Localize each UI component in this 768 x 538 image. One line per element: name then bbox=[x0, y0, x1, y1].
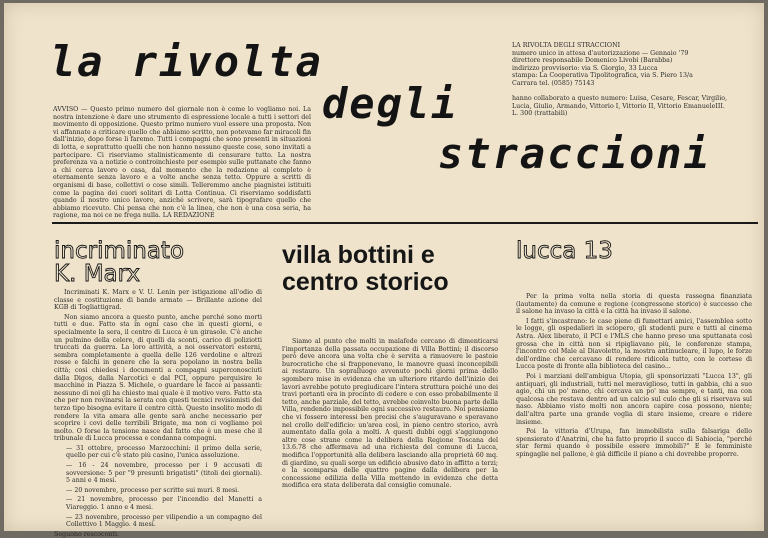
article-2-body bbox=[282, 338, 498, 531]
list-item: — 31 ottobre, processo Marzocchini: il primo della serie, quello per cui c'è stato più casino, l'unica assoluzione. bbox=[66, 444, 262, 460]
list-item: — 16 - 24 novembre, processo per i 9 accusati di sovversione: 5 per "9 presunti brigatisti" (titoli dei giornali). 5 anni e 4 mesi. bbox=[66, 462, 262, 485]
colophon-line: numero unico in attesa d'autorizzazione — Gennaio '79 bbox=[512, 49, 689, 57]
article-3-paragraph: I fatti s'incastrano: le case piene di fumettari amici, l'assemblea sotto le logge, gli ospedalieri in sciopero, gli studenti pure e tutti al cinema Astra. Alex liberato, il PCI e l'MLS che hanno preso una sputtanata così grossa che in città non si ripigliavano più, le conferenze stampa, l'incontro col Male al Diavoletto, la mostra antinucleare, il lupo, le forze dell'ordine che cercavano di rendere ridicola tutto, con le cortese di Lucca poste di fronte alla biblioteca del casino... bbox=[516, 317, 752, 371]
colophon-line: L. 300 (trattabili) bbox=[512, 110, 568, 118]
editorial-notice: AVVISO — Questo primo numero del giornale non è come lo vogliamo noi. La nostra intenzione è dare uno strumento di espressione locale a tutti i settori del movimento di opposizione. Questo primo numero vuol essere una proposta. Non vi affannate a criticare quello che abbiamo scritto, non potevamo far miracoli fin dall'inizio, dopo forse li faremo. Tutti i compagni che sono presenti in situazioni di lotta, e soprattutto quelli che non hanno nessuno queste cose, sono invitati a partecipare. Ci riserviamo stalinisticamente di censurare tutto. La nostra preferenza va a notizie o controinchieste per esempio sulle puttanate che fanno a chi cerca lavoro o casa, dal momento che la redazione al completo è eternamente senza lavoro e a volte anche senza tetto. Oppure a scritti di organismi di base, collettivi o cose simili. Telleremmo anche piagnistei istituiti come la pagina dei cuori solitari di Lotta Continua. Ci riserviamo soddisfatti quando il nostro unico lavoro, anziché scrivere, sarà tipografare quello che abbiamo ricevuto. Chi pensa che non c'è la linea, che non è una cosa seria, ha ragione, ma noi ce ne frega nulla. LA REDAZIONE bbox=[53, 106, 311, 220]
article-1-footer: Seguono rescoconti. bbox=[54, 530, 119, 538]
colophon-line: indirizzo provvisorio: via S. Giorgio, 33 Lucca bbox=[512, 64, 658, 72]
colophon-line: hanno collaborato a questo numero: Luisa, Cesare, Fescar, Virgilio, bbox=[512, 95, 727, 103]
colophon-line: LA RIVOLTA DEGLI STRACCIONI bbox=[512, 42, 621, 49]
article-3-paragraph: Poi la vittoria d'Urupa, fan immobilista sulla falsariga dello spensierato d'Anatrini, che ha fatto proprio il succo di Sabiocia, "perché star fermi quando è possibile essere immobili?" E le femministe spingaglie nel pallone, è già difficile il piano a chi dovrebbe proporre. bbox=[516, 428, 752, 458]
colophon-line: stampa: La Cooperativa Tipolitografica, via S. Piero 13/a bbox=[512, 72, 693, 80]
article-1-title-line-1: incriminato bbox=[54, 238, 185, 264]
list-item: — 21 novembre, processo per l'incendio del Manetti a Viareggio. 1 anno e 4 mesi. bbox=[66, 496, 262, 512]
colophon-line: Lucia, Giulio, Armando, Vittorio I, Vittorio II, Vittorio EmanueleIII. bbox=[512, 102, 725, 110]
masthead-line-2: degli bbox=[322, 79, 459, 128]
colophon bbox=[512, 42, 758, 118]
article-3-body bbox=[516, 293, 752, 531]
colophon-line bbox=[512, 88, 758, 96]
article-1-text: Non siamo ancora a questo punto, anche perché sono morti tutti e due. Fatto sta in ogni caso che in questi giorni, e specialmente la sera, il centro di Lucca è un girasole. C'è anche un pulmino della celere, di quelli da sconti, carico di poliziotti truccati da guerra. La loro attività, a noi osservatori esterni, sembra completamente a quella delle 126 verdoline e altrezi rosse e falchi in genere che la sera popolano in nostra bella città; così chiedesi i documenti a compagni superconosciuti dalla Digos, dalla Narcotici e dal PCI, oppure perquisire le macchine in Piazza S. Michele, o guardare le facce ai passanti: nessuno di noi gli ha chiesto mai quale è il motivo vero. Fatto sta che per non rovinarsi la serata con questi tecnici revisionisti del terzo tipo bisogna evitare il centro città. Questo insolito modo di rendere la vita amara alle gente sarà anche necessario per scoprire i covi delle terribili Brigate, ma non ci vogliamo poi molto. O forse la tensione nasce dal fatto che è un mese che il tribunale di Lucca processa e condanna compagni. bbox=[54, 313, 262, 443]
colophon-line: Carrara tel. (0585) 75143 bbox=[512, 79, 595, 87]
masthead-line-3: straccioni bbox=[438, 129, 711, 178]
article-3-paragraph: Poi i marziani dell'ambigua Utopia, gli sponsorizzati "Lucca 13", gli antiquari, gli industriali, tutti nel meraviglioso, tutti in gabbia, chi a suo agio, chi un po' meno, chi cercava un po' ma sempre, e tanti, ma con qualcosa che restava dentro ad un calcio sul culo che gli si riservava sul naso. Abbiamo visto molti non ancora capire cosa possono, niente; dall'altra parte una grande voglia di stare insieme, creare e ridere insieme. bbox=[516, 372, 752, 426]
masthead-line-1: la rivolta bbox=[50, 37, 323, 86]
list-item: — 20 novembre, processo per scritte sui muri. 8 mesi. bbox=[66, 486, 240, 494]
article-3-paragraph: Per la prima volta nella storia di questa rassegna finanziata (lautamente) da comune e regione (congressone storico) è successo che il salone ha invaso la città e la città ha invaso il salone. bbox=[516, 293, 752, 316]
article-1-title-line-2: K. Marx bbox=[54, 261, 141, 287]
list-item: — 23 novembre, processo per vilipendio a un compagno del Collettivo 1 Maggio. 4 mesi. bbox=[66, 513, 262, 529]
header-divider bbox=[52, 222, 758, 224]
newspaper-page bbox=[4, 3, 764, 538]
colophon-line: direttore responsabile Domenico Livobi (Barabba) bbox=[512, 57, 673, 65]
article-2-title: villa bottini e centro storico bbox=[282, 241, 449, 296]
article-2-text: Siamo al punto che molti in malafede cercano di dimenticarsi l'importanza della passata occupazione di Villa Bottini; il discorso però deve ancora una volta che è servita a rimuovere le pastoie burocratiche che si frapponevano, le manovre quasi inconcepibili ai restauro. Un sopralluogo avvenuto pochi giorni prima dello sgombero mise in evidenza che un ulteriore ritardo dell'inizio dei lavori avrebbe potuto pregiudicare l'intera struttura poiché uno dei travi portanti era in procinto di cedere e con esso probabilmente il tetto, anche parziale, del tetto, avrebbe coinvolto buona parte della Villa, rendendo impossibile ogni successivo restauro. Noi pensiamo che vi fossero interessi ben precisi che s'auguravano e speravano nel crollo dell'edificio: un'area così, in pieno centro storico, avrà aumentato dalla gola a molti. A questi dubbi oggi s'aggiungono altre cose strane come la delibera della Regione Toscana del 13.6.78 che affermava ad una richiesta del comune di Lucca, modifica l'opportunità alla delibera lasciando alla proprietà 60 mq. di giardino, su quali sorge un edificio abusivo dato in affitto a terzi; e la scomparsa delle quattro pagine dalla delibera per la concessione edilizia della Villa mettendo in evidenza che detta modifica era stata deliberata dal consiglio comunale. bbox=[282, 338, 499, 490]
article-1-title bbox=[54, 240, 274, 286]
article-1-lead: Incriminati K. Marx e V. U. Lenin per istigazione all'odio di classe e costituzione di bande armate — Brillante azione del KGB di Togliattigrad. bbox=[54, 289, 262, 312]
article-3-title: lucca 13 bbox=[516, 238, 613, 264]
article-1-body bbox=[54, 289, 262, 538]
